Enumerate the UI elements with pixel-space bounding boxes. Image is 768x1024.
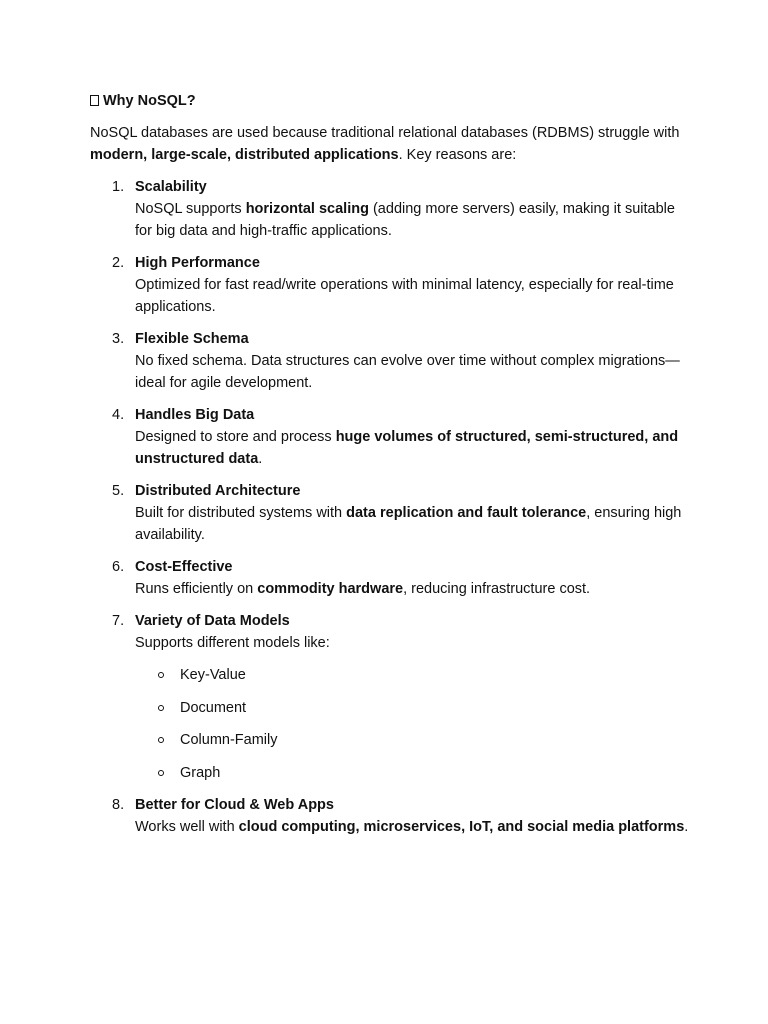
reason-number: 1. [112, 179, 125, 195]
reason-desc-bold: huge volumes of structured, semi-structured, and unstructured data [135, 429, 679, 467]
reason-desc-bold: cloud computing, microservices, IoT, and social media platforms [238, 818, 685, 835]
reason-title: Distributed Architecture [135, 483, 301, 499]
reason-number: 5. [112, 483, 125, 499]
reason-desc-bold: commodity hardware [257, 581, 404, 597]
reason-desc-text: . [258, 451, 263, 467]
reason-description [135, 502, 690, 546]
document-content [90, 90, 690, 848]
reason-desc-text: Designed to store and process [135, 429, 336, 445]
reason-desc-bold: horizontal scaling [245, 201, 369, 217]
unknown-glyph-icon [90, 95, 99, 106]
reason-description: Optimized for fast read/write operations with minimal latency, especially for real-time applications. [135, 277, 674, 315]
reason-title: Better for Cloud & Web Apps [135, 796, 334, 813]
model-label: Graph [180, 764, 221, 781]
reason-desc-text: , reducing infrastructure cost. [403, 581, 591, 597]
model-item [135, 762, 690, 784]
model-label: Column-Family [180, 732, 278, 748]
reason-description [135, 816, 690, 838]
reason-desc-text: (adding more servers) easily, making it suitable for big data and high-traffic applications. [135, 201, 675, 239]
reason-title: Variety of Data Models [135, 613, 290, 629]
reason-number: 2. [112, 255, 125, 271]
hollow-circle-bullet-icon [158, 737, 164, 743]
reason-item-high-performance [90, 252, 690, 318]
section-heading [90, 90, 690, 112]
reason-description: No fixed schema. Data structures can evolve over time without complex migrations—ideal for agile development. [135, 353, 680, 391]
reason-title: Flexible Schema [135, 331, 249, 347]
reason-description [135, 426, 690, 470]
model-label: Key-Value [180, 667, 246, 683]
reasons-list [90, 176, 690, 838]
model-item [135, 729, 690, 751]
reason-title: Scalability [135, 179, 207, 195]
reason-title: High Performance [135, 255, 260, 271]
reason-number: 8. [112, 796, 125, 813]
data-models-list [135, 664, 690, 784]
intro-text-2: . Key reasons are: [398, 147, 517, 163]
heading-title: Why NoSQL? [103, 93, 196, 109]
intro-bold: modern, large-scale, distributed applications [90, 147, 399, 163]
reason-item-scalability [90, 176, 690, 242]
reason-desc-text: . [684, 818, 689, 835]
reason-desc-bold: data replication and fault tolerance [346, 505, 587, 521]
reason-item-cloud-web [90, 794, 690, 838]
reason-description [135, 578, 690, 600]
reason-title: Cost-Effective [135, 559, 233, 575]
reason-item-flexible-schema [90, 328, 690, 394]
hollow-circle-bullet-icon [158, 770, 164, 776]
reason-title: Handles Big Data [135, 407, 255, 423]
model-item [135, 664, 690, 686]
hollow-circle-bullet-icon [158, 705, 164, 711]
reason-item-big-data [90, 404, 690, 470]
reason-item-cost-effective [90, 556, 690, 600]
reason-description [135, 198, 690, 242]
reason-description: Supports different models like: [135, 635, 330, 651]
model-label: Document [180, 699, 247, 716]
intro-text-1: NoSQL databases are used because traditional relational databases (RDBMS) struggle with [90, 125, 680, 141]
reason-desc-text: NoSQL supports [135, 201, 246, 217]
reason-number: 4. [112, 407, 125, 423]
reason-number: 7. [112, 613, 125, 629]
reason-number: 6. [112, 559, 125, 575]
reason-desc-text: Runs efficiently on [135, 581, 258, 597]
intro-paragraph [90, 122, 690, 166]
hollow-circle-bullet-icon [158, 672, 164, 678]
reason-item-data-models [90, 610, 690, 784]
reason-item-distributed [90, 480, 690, 546]
reason-number: 3. [112, 331, 125, 347]
reason-desc-text: , ensuring high availability. [135, 505, 682, 543]
reason-desc-text: Works well with [135, 818, 239, 835]
model-item [135, 697, 690, 719]
reason-desc-text: Built for distributed systems with [135, 505, 347, 521]
